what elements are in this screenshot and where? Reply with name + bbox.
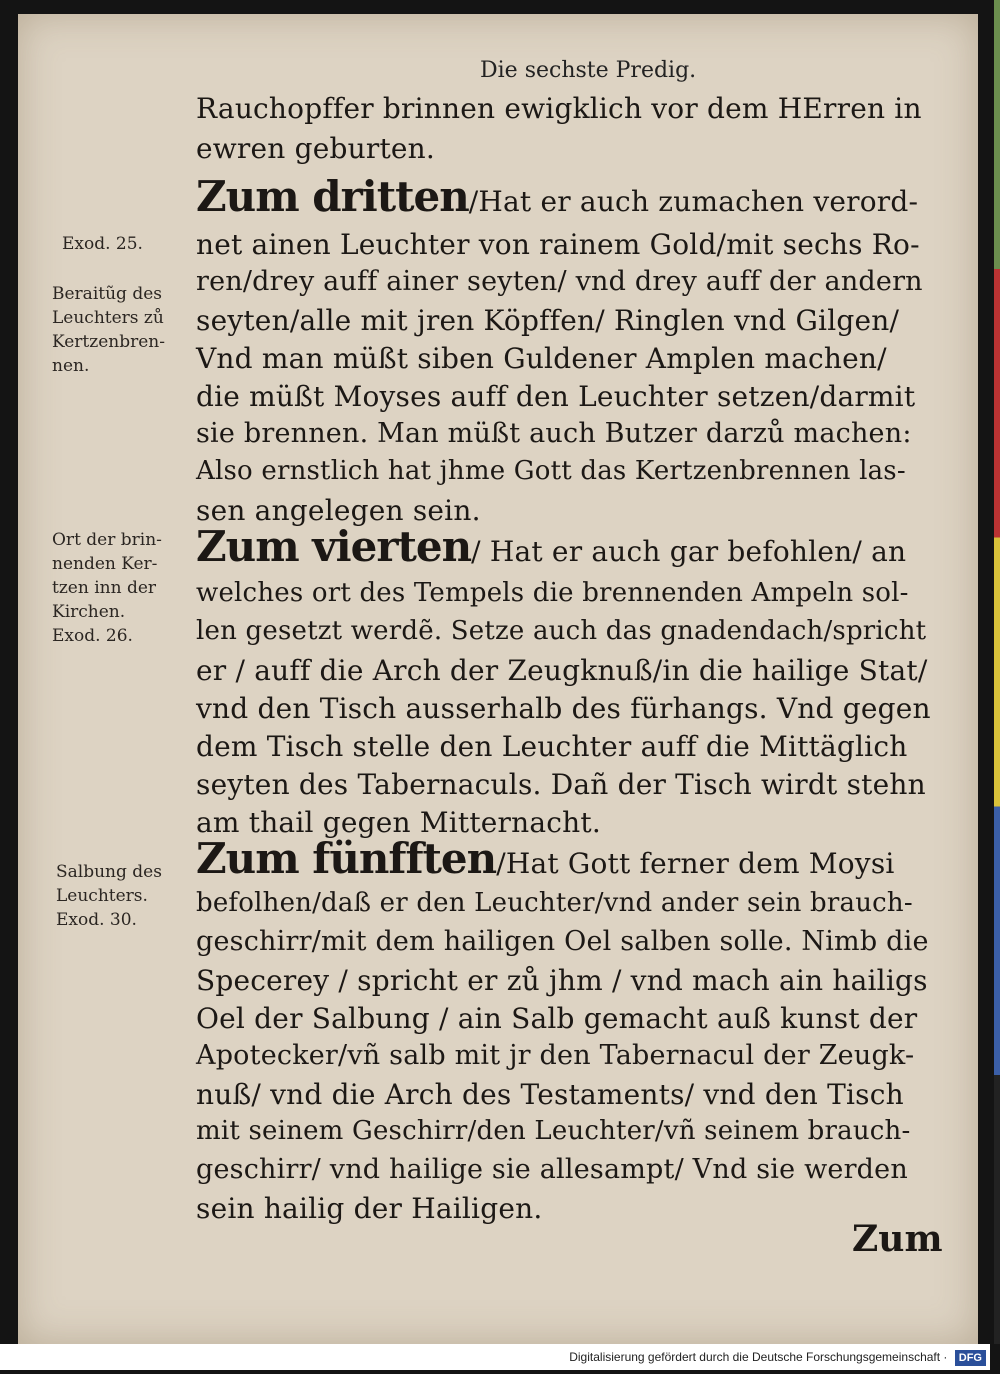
text-line: [196, 266, 923, 297]
text-line: [196, 578, 909, 608]
text-line: [196, 1078, 904, 1111]
line-text: nuß/ vnd die Arch des Testaments/ vnd den Tisch: [196, 1078, 904, 1111]
line-text: er / auff die Arch der Zeugknuß/in die hailige Stat/: [196, 654, 928, 687]
text-line: [196, 888, 913, 918]
line-text: welches ort des Tempels die brennenden Ampeln sol-: [196, 578, 909, 608]
line-text: Also ernstlich hat jhme Gott das Kertzenbrennen las-: [196, 456, 906, 486]
line-text: ewren geburten.: [196, 132, 436, 165]
line-text: Oel der Salbung / ain Salb gemacht auß kunst der: [196, 1002, 918, 1035]
text-line: [196, 616, 926, 646]
running-header: Die sechste Predig.: [480, 58, 697, 83]
footer-credit: [0, 1344, 990, 1370]
line-text: mit seinem Geschirr/den Leuchter/vñ seinem brauch-: [196, 1116, 911, 1146]
dfg-logo: DFG: [955, 1350, 986, 1366]
marginal-note: Ort der brin- nenden Ker- tzen inn der Kirchen. Exod. 26.: [52, 530, 162, 646]
text-line: [196, 654, 927, 687]
text-line: [196, 228, 920, 261]
line-text: sie brennen. Man müßt auch Butzer darzů machen:: [196, 418, 912, 449]
text-line: [196, 1040, 914, 1071]
text-line: [196, 132, 435, 165]
scan-edge-strip: [994, 0, 1000, 1344]
line-text: Specerey / spricht er zů jhm / vnd mach ain hailigs: [196, 964, 928, 997]
text-line: [196, 380, 915, 413]
line-text: die müßt Moyses auff den Leuchter setzen/darmit: [196, 380, 916, 413]
text-line: [196, 304, 899, 337]
text-line: [196, 692, 931, 725]
text-line: [196, 172, 918, 221]
text-line: [196, 522, 906, 571]
line-text: sein hailig der Hailigen.: [196, 1192, 543, 1225]
section-lead: Zum vierten: [196, 522, 472, 571]
line-text: seyten/alle mit jren Köpffen/ Ringlen vnd Gilgen/: [196, 304, 900, 337]
line-text: am thail gegen Mitternacht.: [196, 806, 601, 839]
text-line: [196, 730, 907, 763]
line-text: ren/drey auff ainer seyten/ vnd drey auff der andern: [196, 266, 923, 297]
line-text: Vnd man müßt siben Guldener Amplen machen/: [196, 342, 887, 375]
line-text: /Hat Gott ferner dem Moysi: [496, 847, 895, 880]
text-line: [196, 834, 895, 883]
line-text: seyten des Tabernaculs. Dañ der Tisch wirdt stehn: [196, 768, 926, 801]
line-text: geschirr/ vnd hailige sie allesampt/ Vnd sie werden: [196, 1154, 908, 1185]
text-line: [196, 964, 928, 997]
text-line: [196, 1002, 917, 1035]
line-text: geschirr/mit dem hailigen Oel salben solle. Nimb die: [196, 926, 929, 957]
text-line: [196, 1154, 908, 1185]
text-line: [196, 768, 926, 801]
catchword: Zum: [852, 1218, 943, 1260]
line-text: / Hat er auch gar befohlen/ an: [471, 535, 907, 568]
marginal-note: Salbung des Leuchters. Exod. 30.: [56, 862, 162, 930]
text-line: [196, 418, 912, 449]
line-text: sen angelegen sein.: [196, 494, 481, 527]
line-text: dem Tisch stelle den Leuchter auff die Mittäglich: [196, 730, 908, 763]
marginal-note: Exod. 25.: [62, 234, 143, 254]
marginal-note: Beraitũg des Leuchters zů Kertzenbren- nen.: [52, 284, 165, 376]
line-text: vnd den Tisch ausserhalb des fürhangs. Vnd gegen: [196, 692, 931, 725]
text-line: [196, 342, 887, 375]
text-line: [196, 456, 906, 486]
line-text: net ainen Leuchter von rainem Gold/mit sechs Ro-: [196, 228, 920, 261]
line-text: befolhen/daß er den Leuchter/vnd ander sein brauch-: [196, 888, 913, 918]
section-lead: Zum fünfften: [196, 834, 497, 883]
line-text: Rauchopffer brinnen ewigklich vor dem HErren in: [196, 92, 922, 125]
text-line: [196, 926, 929, 957]
text-line: [196, 1192, 542, 1225]
line-text: Apotecker/vñ salb mit jr den Tabernacul der Zeugk-: [196, 1040, 915, 1071]
section-lead: Zum dritten: [196, 172, 469, 221]
line-text: /Hat er auch zumachen verord-: [468, 185, 919, 218]
text-line: [196, 92, 922, 125]
text-line: [196, 1116, 911, 1146]
footer-text: Digitalisierung gefördert durch die Deutsche Forschungsgemeinschaft ·: [569, 1350, 948, 1364]
line-text: len gesetzt werdẽ. Setze auch das gnadendach/spricht: [196, 616, 927, 646]
